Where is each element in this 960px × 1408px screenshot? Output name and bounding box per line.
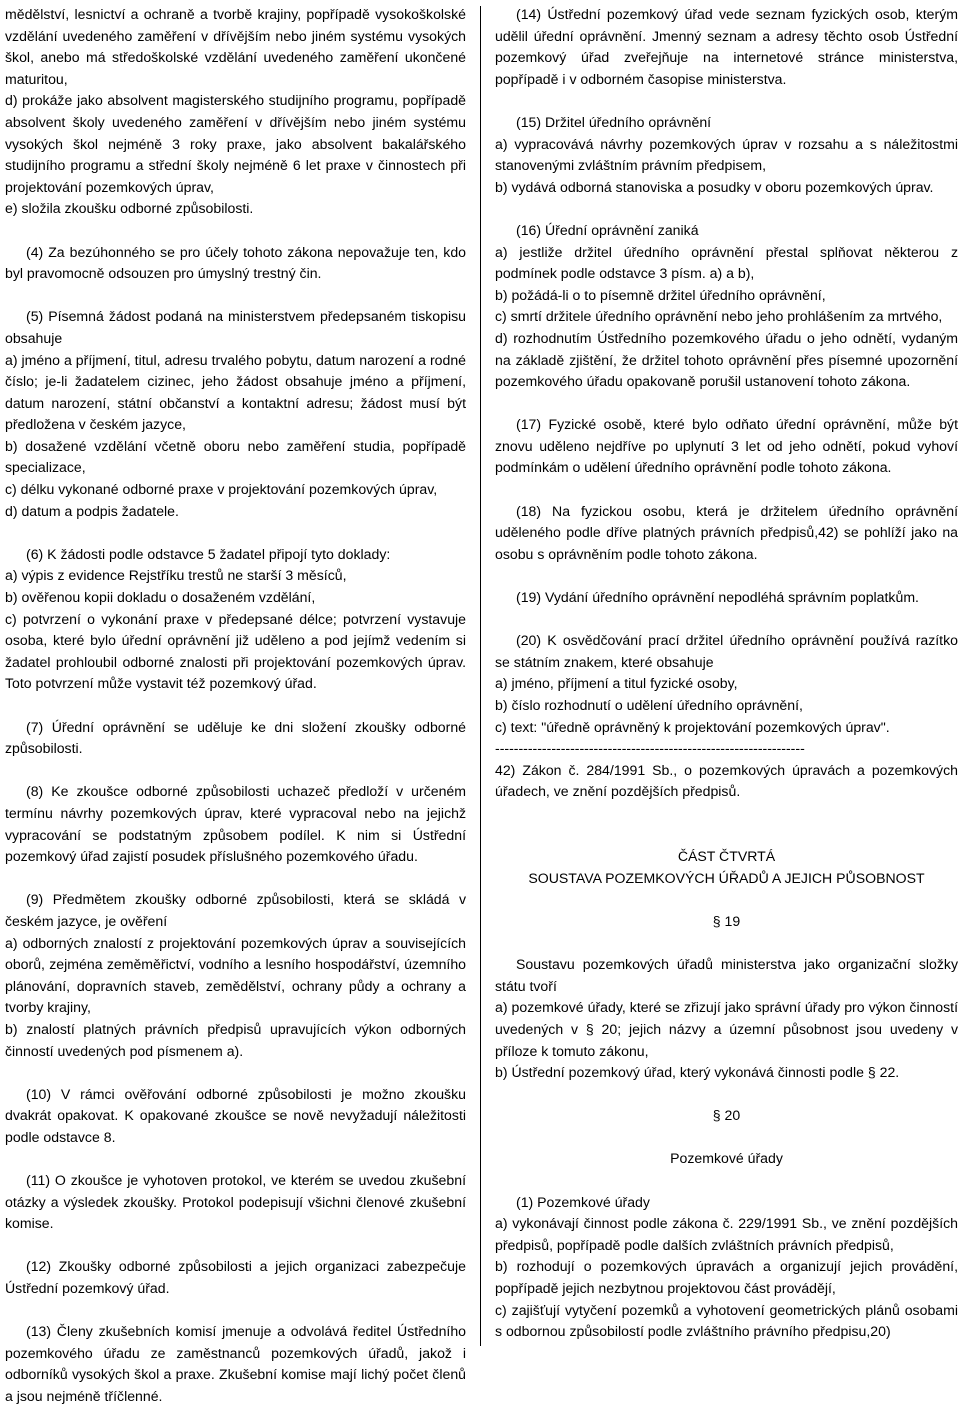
paragraph-11: (11) O zkoušce je vyhotoven protokol, ve kterém se uvedou zkušební otázky a výsledek zkoušky. Protokol podepisují všichni členové zkušební komise. bbox=[5, 1172, 466, 1232]
text-line: a) jestliže držitel úředního oprávnění přestal splňovat některou z podmínek podle odstavce 3 písm. a) a b), bbox=[495, 243, 958, 282]
paragraph-13: (13) Členy zkušebních komisí jmenuje a odvolává ředitel Ústředního pozemkového úřadu ze zaměstnanců pozemkových úřadů, jakož i odborníků vysokých škol a praxe. Zkušební komise mají lichý počet členů a jsou nejméně tříčlenné. bbox=[5, 1323, 466, 1404]
paragraph-10: (10) V rámci ověřování odborné způsobilosti je možno zkoušku dvakrát opakovat. K opakované zkoušce se nově nevyžadují náležitosti podle odstavce 8. bbox=[5, 1085, 466, 1145]
footnote-separator: ------------------------------------------------------------------ bbox=[495, 740, 805, 757]
paragraph-7: (7) Úřední oprávnění se uděluje ke dni složení zkoušky odborné způsobilosti. bbox=[5, 718, 466, 757]
right-column bbox=[495, 4, 958, 1343]
text-line: b) znalostí platných právních předpisů upravujících výkon odborných činností uvedených pod písmenem a). bbox=[5, 1020, 466, 1059]
text-line: c) text: "úředně oprávněný k projektování pozemkových úprav". bbox=[495, 718, 890, 735]
paragraph-20: (20) K osvědčování prací držitel úředního oprávnění používá razítko se státním znakem, které obsahuje bbox=[495, 632, 958, 670]
section-20-paragraph-1: (1) Pozemkové úřady bbox=[516, 1193, 650, 1210]
paragraph-19: (19) Vydání úředního oprávnění nepodléhá správním poplatkům. bbox=[516, 589, 919, 606]
text-line: d) datum a podpis žadatele. bbox=[5, 502, 179, 519]
text-line: b) rozhodují o pozemkových úpravách a organizují jejich provádění, popřípadě jejich nezbytnou projektovou část provádějí, bbox=[495, 1258, 958, 1297]
text-line: a) vypracovává návrhy pozemkových úprav v rozsahu a s náležitostmi stanovenými zvláštním právním předpisem, bbox=[495, 135, 958, 174]
text-line: a) odborných znalostí z projektování pozemkových úprav a souvisejících oborů, zejména zeměměřictví, vodního a lesního hospodářství, územního plánování, dopravních staveb, zemědělství, ochrany půdy a ochrany a tvorby krajiny, bbox=[5, 934, 466, 1016]
section-19-intro: Soustavu pozemkových úřadů ministerstva jako organizační složky státu tvoří bbox=[495, 956, 958, 994]
text-line: c) potvrzení o vykonání praxe v předepsané délce; potvrzení vystavuje osoba, které bylo úřední oprávnění již uděleno a pod jejímž vedením si žadatel prohloubil odborné znalosti při projektování pozemkových úprav. Toto potvrzení může vystavit též pozemkový úřad. bbox=[5, 610, 466, 692]
paragraph-5: (5) Písemná žádost podaná na ministerstvem předepsaném tiskopisu obsahuje bbox=[5, 308, 466, 346]
section-20-title: Pozemkové úřady bbox=[670, 1150, 783, 1167]
text-line: d) prokáže jako absolvent magisterského studijního programu, popřípadě absolvent školy uvedeného zaměření v dřívějším nebo jiném systému vysokých škol nejméně 3 roky praxe, jako absolvent bakalářského studijního programu a střední školy nejméně 6 let praxe v činnostech při projektování pozemkových úprav, bbox=[5, 92, 466, 195]
section-19-heading: § 19 bbox=[712, 912, 741, 929]
text-line: a) výpis z evidence Rejstříku trestů ne starší 3 měsíců, bbox=[5, 567, 347, 584]
text-line: e) složila zkoušku odborné způsobilosti. bbox=[5, 200, 254, 217]
text-line: b) dosažené vzdělání včetně oboru nebo zaměření studia, popřípadě specializace, bbox=[5, 437, 466, 476]
footnote-42: 42) Zákon č. 284/1991 Sb., o pozemkových úpravách a pozemkových úřadech, ve znění pozdějších předpisů. bbox=[495, 761, 958, 800]
paragraph-17: (17) Fyzické osobě, které bylo odňato úřední oprávnění, může být znovu uděleno nejdříve po uplynutí 3 let od jeho odnětí, pokud vyhoví podmínkám o udělení úředního oprávnění podle tohoto zákona. bbox=[495, 416, 958, 476]
paragraph-9: (9) Předmětem zkoušky odborné způsobilosti, která se skládá v českém jazyce, je ověření bbox=[5, 891, 466, 929]
paragraph-8: (8) Ke zkoušce odborné způsobilosti uchazeč předloží v určeném termínu návrhy pozemkových úprav, které vypracoval nebo na jejichž vypracování se podstatným způsobem podílel. K nim si Ústřední pozemkový úřad zajistí posudek příslušného pozemkového úřadu. bbox=[5, 783, 466, 865]
text-line: b) Ústřední pozemkový úřad, který vykonává činnosti podle § 22. bbox=[495, 1064, 900, 1081]
left-column bbox=[5, 4, 466, 1408]
paragraph-15: (15) Držitel úředního oprávnění bbox=[516, 113, 712, 130]
text-line: c) smrtí držitele úředního oprávnění nebo jeho prohlášením za mrtvého, bbox=[495, 308, 943, 325]
paragraph-14: (14) Ústřední pozemkový úřad vede seznam fyzických osob, kterým udělil úřední oprávnění. Jmenný seznam a adresy těchto osob Ústřední pozemkový úřad zveřejňuje na internetové stránce ministerstva, popřípadě i v odborném časopise ministerstva. bbox=[495, 6, 958, 87]
paragraph-4: (4) Za bezúhonného se pro účely tohoto zákona nepovažuje ten, kdo byl pravomocně odsouzen pro úmyslný trestný čin. bbox=[5, 243, 466, 282]
text-line: b) požádá-li o to písemně držitel úředního oprávnění, bbox=[495, 286, 826, 303]
text-line: b) ověřenou kopii dokladu o dosaženém vzdělání, bbox=[5, 589, 316, 606]
paragraph-6: (6) K žádosti podle odstavce 5 žadatel připojí tyto doklady: bbox=[26, 545, 391, 562]
text-line: a) jméno a příjmení, titul, adresu trvalého pobytu, datum narození a rodné číslo; je-li žadatelem cizinec, jeho žádost obsahuje jméno a příjmení, datum narození, státní občanství a kontaktní adresu; žádost musí být předložena v českém jazyce, bbox=[5, 351, 466, 433]
text-line: a) jméno, příjmení a titul fyzické osoby, bbox=[495, 675, 738, 692]
text-line: b) vydává odborná stanoviska a posudky v oboru pozemkových úprav. bbox=[495, 178, 934, 195]
paragraph-12: (12) Zkoušky odborné způsobilosti a jejich organizaci zabezpečuje Ústřední pozemkový úřad. bbox=[5, 1258, 466, 1297]
text-line: d) rozhodnutím Ústředního pozemkového úřadu o jeho odnětí, vydaným na základě zjištění, že držitel tohoto oprávnění přes písemné upozornění pozemkového úřadu opakovaně porušil ustanovení tohoto zákona. bbox=[495, 329, 958, 390]
section-20-heading: § 20 bbox=[712, 1107, 741, 1124]
text-line: mědělství, lesnictví a ochraně a tvorbě krajiny, popřípadě vysokoškolské vzdělání uvedeného zaměření v dřívějším nebo jiném systému vysokých škol, anebo má středoškolské vzdělání uvedeného zaměření ukončené maturitou, bbox=[5, 6, 466, 87]
part-heading: ČÁST ČTVRTÁ bbox=[677, 848, 776, 865]
text-line: c) délku vykonané odborné praxe v projektování pozemkových úprav, bbox=[5, 481, 438, 498]
text-line: b) číslo rozhodnutí o udělení úředního oprávnění, bbox=[495, 697, 803, 713]
paragraph-16: (16) Úřední oprávnění zaniká bbox=[516, 221, 699, 238]
column-divider bbox=[480, 6, 481, 1346]
text-line: c) zajišťují vytyčení pozemků a vyhotovení geometrických plánů osobami s odbornou způsobilostí podle zvláštního právního předpisu,20) bbox=[495, 1301, 958, 1340]
part-title: SOUSTAVA POZEMKOVÝCH ÚŘADŮ A JEJICH PŮSOBNOST bbox=[528, 869, 925, 886]
text-line: a) vykonávají činnost podle zákona č. 229/1991 Sb., ve znění pozdějších předpisů, popřípadě podle dalších zvláštních právních předpisů, bbox=[495, 1215, 958, 1253]
text-line: a) pozemkové úřady, které se zřizují jako správní úřady pro výkon činností uvedených v § 20; jejich názvy a územní působnost jsou uvedeny v příloze k tomuto zákonu, bbox=[495, 999, 958, 1059]
paragraph-18: (18) Na fyzickou osobu, která je držitelem úředního oprávnění uděleného podle dříve platných právních předpisů,42) se pohlíží jako na osobu s oprávněním podle tohoto zákona. bbox=[495, 502, 958, 562]
